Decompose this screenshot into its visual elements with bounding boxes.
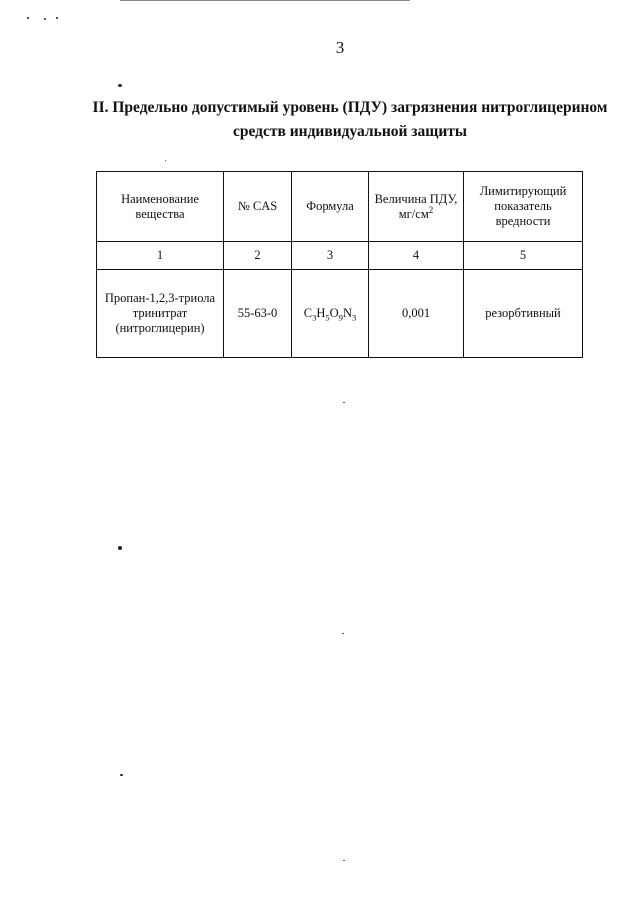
column-number: 3 (292, 242, 369, 270)
scan-speck (120, 774, 123, 776)
pdu-value: 0,001 (369, 270, 464, 358)
section-heading-line-2: средств индивидуальной защиты (232, 123, 468, 140)
chemical-formula: $C_3H_5O_9N_3$ (292, 270, 369, 358)
header-cas: № CAS (224, 172, 292, 242)
table-header-row (97, 172, 583, 242)
scan-speck (165, 160, 166, 161)
header-pdu-label: Величина ПДУ, (374, 191, 458, 206)
scan-speck (118, 84, 122, 87)
substance-name: Пропан-1,2,3-триола тринитрат (нитроглицерин) (97, 270, 224, 358)
scan-speck (56, 17, 58, 19)
header-name: Наименование вещества (97, 172, 224, 242)
scan-speck (343, 860, 345, 861)
column-number-row (97, 242, 583, 270)
page-number: 3 (335, 38, 345, 57)
section-heading-line-1: II. Предельно допустимый уровень (ПДУ) загрязнения нитроглицерином (92, 99, 608, 116)
scan-edge-line (120, 0, 410, 1)
scan-speck (27, 17, 29, 19)
scan-speck (342, 633, 344, 634)
column-number: 2 (224, 242, 292, 270)
section-heading (60, 96, 640, 144)
limiting-indicator: резорбтивный (464, 270, 583, 358)
cas-number: 55-63-0 (224, 270, 292, 358)
scan-speck (343, 402, 345, 403)
scan-speck (118, 546, 122, 550)
header-pdu (369, 172, 464, 242)
header-pdu-unit: мг/см (398, 206, 429, 221)
table-row (97, 270, 583, 358)
scan-speck (44, 18, 46, 20)
column-number: 1 (97, 242, 224, 270)
column-number: 5 (464, 242, 583, 270)
header-pdu-unit-power: 2 (428, 204, 434, 215)
header-limit: Лимитирующий показатель вредности (464, 172, 583, 242)
column-number: 4 (369, 242, 464, 270)
pdu-table (96, 171, 583, 358)
header-formula: Формула (292, 172, 369, 242)
